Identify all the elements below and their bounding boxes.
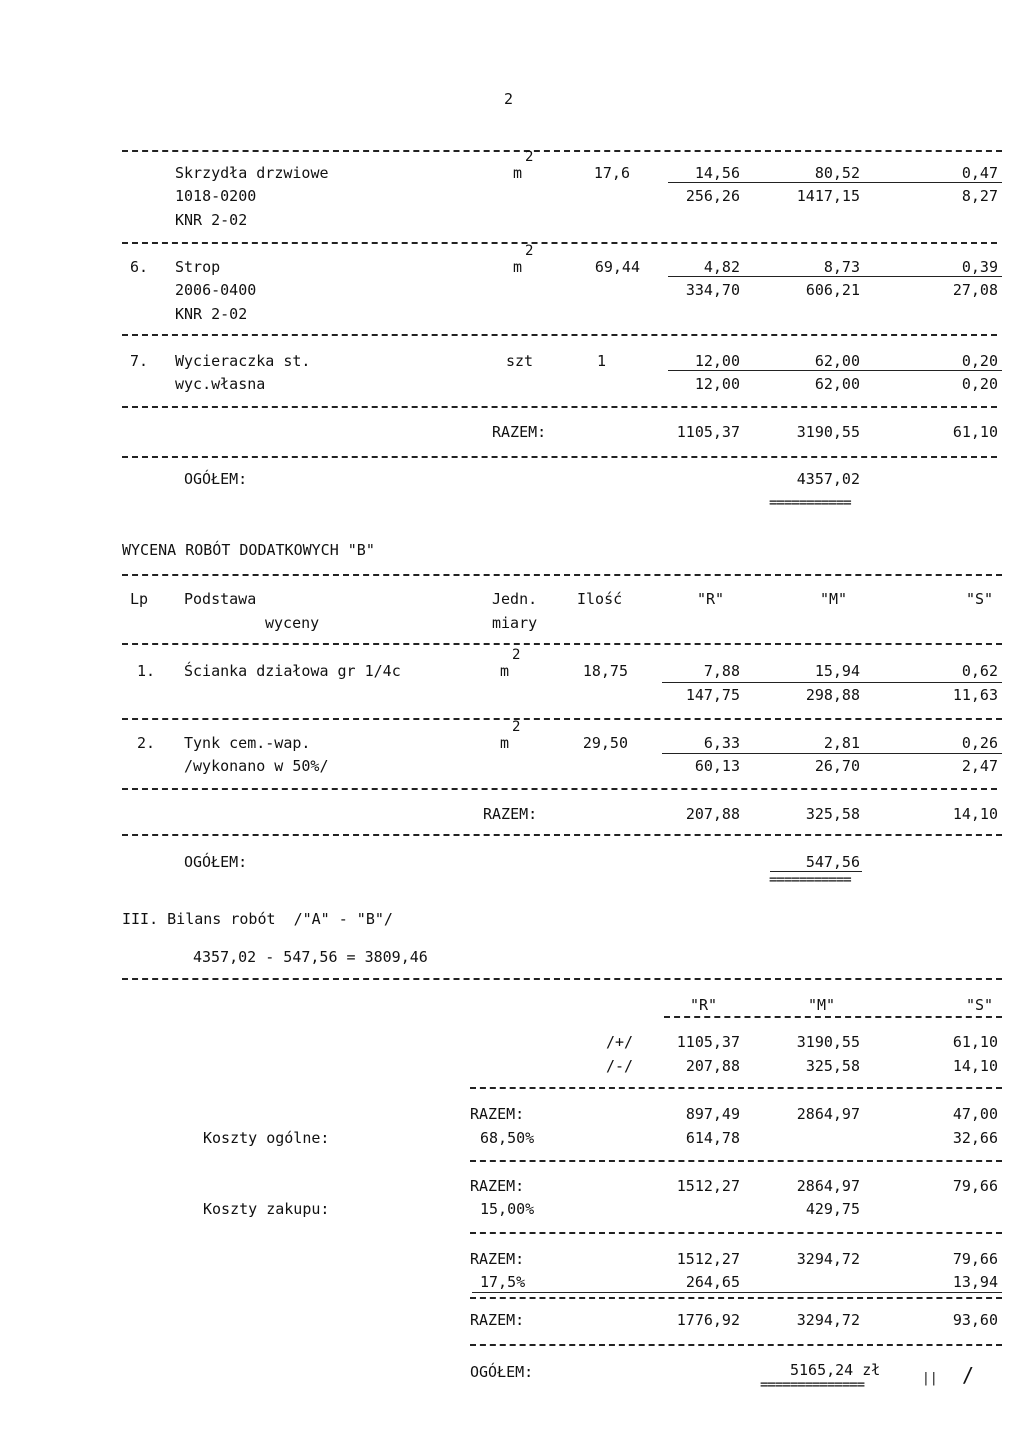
ogolem-label: OGÓŁEM: [470, 1363, 534, 1381]
item-name: Skrzydła drzwiowe [175, 164, 329, 182]
m-unit: 8,73 [823, 258, 860, 276]
koszty-ogolne-pct: 68,50% [480, 1129, 535, 1147]
separator [470, 1160, 1002, 1162]
m-unit: 2,81 [823, 734, 860, 752]
razem-label: RAZEM: [492, 423, 547, 441]
minus-m: 325,58 [805, 1057, 860, 1075]
zysk-s: 13,94 [952, 1273, 998, 1291]
razem-label: RAZEM: [483, 805, 538, 823]
minus-label: /-/ [606, 1057, 634, 1075]
r-total: 256,26 [685, 187, 740, 205]
s-total: 8,27 [961, 187, 998, 205]
s-total: 27,08 [952, 281, 998, 299]
item-qty: 29,50 [582, 734, 628, 752]
plus-label: /+/ [606, 1033, 634, 1051]
ogolem-label: OGÓŁEM: [184, 853, 248, 871]
razem-s: 93,60 [952, 1311, 998, 1329]
header-r: "R" [697, 590, 725, 608]
header-lp: Lp [130, 590, 149, 608]
item-unit: szt [506, 352, 534, 370]
header-podstawa: Podstawa [184, 590, 257, 608]
unit-exponent: 2 [512, 647, 521, 663]
header-r: "R" [690, 996, 718, 1014]
ogolem-value: 5165,24 zł [790, 1361, 881, 1379]
ogolem-value: 547,56 [805, 853, 860, 871]
separator [122, 834, 1002, 836]
koszty-ogolne-r: 614,78 [685, 1129, 740, 1147]
unit-underline [668, 370, 1002, 371]
item-code: wyc.własna [175, 375, 266, 393]
m-unit: 62,00 [814, 352, 860, 370]
item-name: Tynk cem.-wap. [184, 734, 311, 752]
plus-r: 1105,37 [676, 1033, 740, 1051]
s-unit: 0,47 [961, 164, 998, 182]
koszty-ogolne-s: 32,66 [952, 1129, 998, 1147]
item-note: /wykonano w 50%/ [184, 757, 329, 775]
separator [470, 1087, 1002, 1089]
header-miary: miary [492, 614, 538, 632]
unit-underline [668, 276, 1002, 277]
s-unit: 0,26 [961, 734, 998, 752]
razem-label: RAZEM: [470, 1177, 525, 1195]
unit-exponent: 2 [525, 243, 534, 259]
separator [122, 643, 1002, 645]
double-underline: =========== [769, 495, 851, 511]
double-underline: ============== [760, 1377, 865, 1393]
m-total: 1417,15 [796, 187, 860, 205]
razem-s: 14,10 [952, 805, 998, 823]
m-total: 606,21 [805, 281, 860, 299]
razem-label: RAZEM: [470, 1250, 525, 1268]
s-unit: 0,20 [961, 352, 998, 370]
razem-m: 2864,97 [796, 1177, 860, 1195]
zysk-pct: 17,5% [480, 1273, 526, 1291]
balance-equation: 4357,02 - 547,56 = 3809,46 [193, 948, 428, 966]
item-unit: m [513, 164, 523, 182]
r-total: 60,13 [694, 757, 740, 775]
r-total: 12,00 [694, 375, 740, 393]
check-mark: || [922, 1371, 938, 1386]
item-lp: 2. [137, 734, 156, 752]
minus-s: 14,10 [952, 1057, 998, 1075]
razem-r: 1776,92 [676, 1311, 740, 1329]
item-lp: 1. [137, 662, 156, 680]
razem-r: 1105,37 [676, 423, 740, 441]
header-s: "S" [966, 590, 994, 608]
ogolem-value: 4357,02 [796, 470, 860, 488]
razem-s: 79,66 [952, 1177, 998, 1195]
r-unit: 7,88 [703, 662, 740, 680]
s-unit: 0,39 [961, 258, 998, 276]
r-total: 147,75 [685, 686, 740, 704]
item-qty: 17,6 [593, 164, 630, 182]
r-total: 334,70 [685, 281, 740, 299]
koszty-zakupu-label: Koszty zakupu: [203, 1200, 330, 1218]
zysk-r: 264,65 [685, 1273, 740, 1291]
separator [122, 242, 997, 244]
m-total: 298,88 [805, 686, 860, 704]
double-underline: =========== [769, 872, 851, 888]
razem-r: 1512,27 [676, 1250, 740, 1268]
separator [122, 574, 1002, 576]
m-unit: 80,52 [814, 164, 860, 182]
item-qty: 18,75 [582, 662, 628, 680]
final-mark: / [962, 1363, 975, 1387]
unit-underline [662, 753, 1002, 754]
header-jedn: Jedn. [492, 590, 538, 608]
razem-m: 325,58 [805, 805, 860, 823]
razem-s: 79,66 [952, 1250, 998, 1268]
razem-m: 2864,97 [796, 1105, 860, 1123]
item-lp: 6. [130, 258, 149, 276]
separator [470, 1344, 1002, 1346]
separator [122, 788, 997, 790]
separator [122, 456, 997, 458]
item-code: 2006-0400 [175, 281, 257, 299]
item-unit: m [500, 734, 510, 752]
unit-underline [668, 182, 1002, 183]
r-unit: 4,82 [703, 258, 740, 276]
razem-label: RAZEM: [470, 1311, 525, 1329]
item-lp: 7. [130, 352, 149, 370]
razem-m: 3294,72 [796, 1311, 860, 1329]
minus-r: 207,88 [685, 1057, 740, 1075]
item-unit: m [500, 662, 510, 680]
item-ref: KNR 2-02 [175, 211, 248, 229]
razem-s: 61,10 [952, 423, 998, 441]
s-total: 2,47 [961, 757, 998, 775]
separator [122, 150, 1002, 152]
section-title: III. Bilans robót /"A" - "B"/ [122, 910, 393, 928]
razem-s: 47,00 [952, 1105, 998, 1123]
ogolem-label: OGÓŁEM: [184, 470, 248, 488]
razem-r: 207,88 [685, 805, 740, 823]
separator [122, 978, 1002, 980]
plus-m: 3190,55 [796, 1033, 860, 1051]
separator [122, 406, 997, 408]
m-total: 62,00 [814, 375, 860, 393]
unit-exponent: 2 [512, 719, 521, 735]
r-unit: 6,33 [703, 734, 740, 752]
item-qty: 69,44 [594, 258, 640, 276]
koszty-zakupu-pct: 15,00% [480, 1200, 535, 1218]
section-title: WYCENA ROBÓT DODATKOWYCH "B" [122, 541, 375, 559]
item-qty: 1 [596, 352, 606, 370]
item-name: Wycieraczka st. [175, 352, 311, 370]
unit-exponent: 2 [525, 149, 534, 165]
razem-m: 3190,55 [796, 423, 860, 441]
razem-r: 897,49 [685, 1105, 740, 1123]
r-unit: 14,56 [694, 164, 740, 182]
item-ref: KNR 2-02 [175, 305, 248, 323]
s-total: 0,20 [961, 375, 998, 393]
razem-m: 3294,72 [796, 1250, 860, 1268]
header-m: "M" [820, 590, 848, 608]
item-code: 1018-0200 [175, 187, 257, 205]
header-m: "M" [808, 996, 836, 1014]
r-unit: 12,00 [694, 352, 740, 370]
page-number: 2 [504, 90, 514, 108]
value-underline [472, 1292, 1002, 1293]
m-unit: 15,94 [814, 662, 860, 680]
razem-label: RAZEM: [470, 1105, 525, 1123]
item-name: Strop [175, 258, 221, 276]
header-s: "S" [966, 996, 994, 1014]
separator [122, 718, 1002, 720]
header-ilosc: Ilość [577, 590, 623, 608]
s-total: 11,63 [952, 686, 998, 704]
item-name: Ścianka działowa gr 1/4c [184, 662, 401, 680]
razem-r: 1512,27 [676, 1177, 740, 1195]
s-unit: 0,62 [961, 662, 998, 680]
koszty-ogolne-label: Koszty ogólne: [203, 1129, 330, 1147]
m-total: 26,70 [814, 757, 860, 775]
plus-s: 61,10 [952, 1033, 998, 1051]
separator [664, 1016, 1002, 1018]
header-wyceny: wyceny [265, 614, 320, 632]
separator [470, 1297, 1002, 1299]
unit-underline [662, 682, 1002, 683]
item-unit: m [513, 258, 523, 276]
separator [470, 1232, 1002, 1234]
koszty-zakupu-m: 429,75 [805, 1200, 860, 1218]
separator [122, 334, 997, 336]
